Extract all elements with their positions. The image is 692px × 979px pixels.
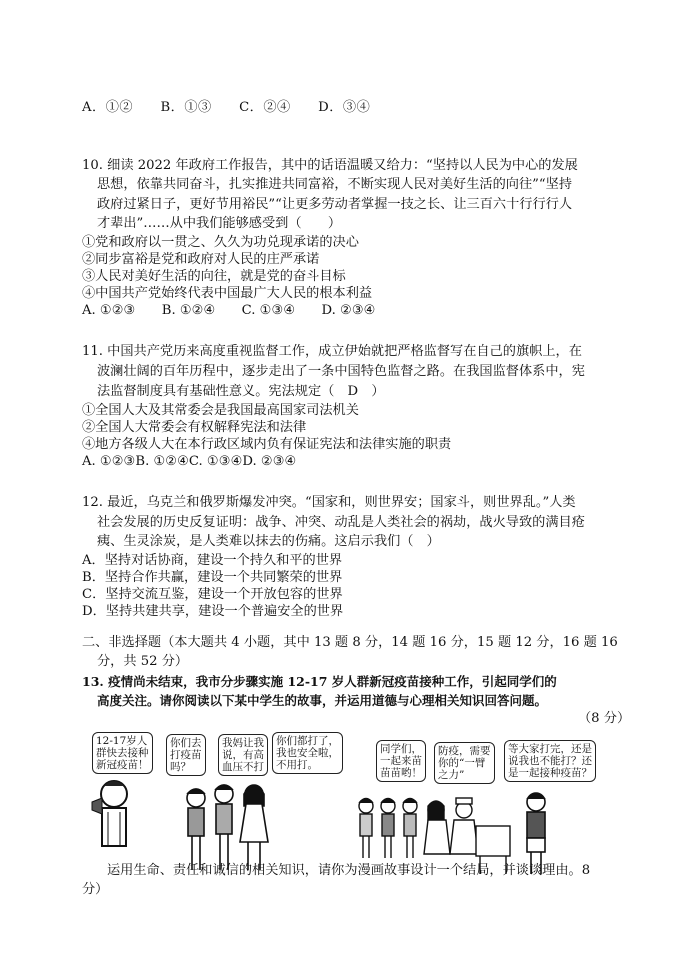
q11-item-2: ②全国人大常委会有权解释宪法和法律 bbox=[82, 420, 307, 435]
bubble-need-your-arm: 防疫，需要 你的“一臂 之力” bbox=[434, 742, 495, 784]
q10-stem-line-2: 思想，依靠共同奋斗，扎实推进共同富裕，不断实现人民对美好生活的向往”“坚持 bbox=[97, 177, 573, 192]
q13-stem-line-2: 高度关注。请你阅读以下某中学生的故事，并运用道德与心理相关知识回答问题。 bbox=[97, 693, 548, 708]
q11-options: A. ①②③B. ①②④C. ①③④D. ②③④ bbox=[82, 454, 297, 469]
q12-option-c: C．坚持交流互鉴，建设一个开放包容的世界 bbox=[82, 587, 343, 602]
q13-task-line-2: 分） bbox=[82, 882, 109, 897]
q9-options: A．①② B．①③ C．②④ D．③④ bbox=[82, 100, 371, 115]
section-2-heading-line-2: 分，共 52 分） bbox=[97, 654, 189, 669]
bubble-nurse-invite: 同学们， 一起来苗 苗苗哟！ bbox=[376, 740, 426, 782]
q10-item-3: ③人民对美好生活的向往，就是党的奋斗目标 bbox=[82, 269, 346, 284]
q13-task-line-1: 运用生命、责任和诚信的相关知识，请你为漫画故事设计一个结局，并谈谈理由。8 bbox=[107, 863, 591, 878]
section-2-heading-line-1: 二、非选择题（本大题共 4 小题，其中 13 题 8 分，14 题 16 分，15 题 12 分，16 题 16 bbox=[82, 635, 618, 650]
q12-stem-line-1: 12. 最近，乌克兰和俄罗斯爆发冲突。“国家和，则世界安；国家斗，则世界乱。”人类 bbox=[82, 495, 576, 510]
q10-stem-line-3: 政府过紧日子，更好节用裕民”“让更多劳动者掌握一技之长、让三百六十行行行人 bbox=[97, 197, 573, 212]
q13-score: （8 分） bbox=[578, 711, 631, 726]
q11-item-1: ①全国人大及其常委会是我国最高国家司法机关 bbox=[82, 403, 359, 418]
bubble-announcement: 12-17岁人 群快去接种 新冠疫苗！ bbox=[92, 732, 153, 774]
q12-stem-line-2: 社会发展的历史反复证明：战争、冲突、动乱是人类社会的祸劫，战火导致的满目疮 bbox=[97, 515, 585, 530]
q12-option-b: B．坚持合作共赢，建设一个共同繁荣的世界 bbox=[82, 570, 343, 585]
bubble-mother-says: 我妈让我 说，有高 血压不打 bbox=[218, 734, 268, 776]
q11-stem-line-3: 法监督制度具有基础性意义。宪法规定（ D ） bbox=[97, 384, 385, 399]
q11-stem-line-2: 波澜壮阔的百年历程中，逐步走出了一条中国特色监督之路。在我国监督体系中，宪 bbox=[97, 364, 585, 379]
comic-strip bbox=[84, 732, 614, 882]
bubble-everyone-vaccinated: 你们都打了， 我也安全啦， 不用打。 bbox=[272, 732, 343, 774]
q12-option-d: D．坚持共建共享，建设一个普遍安全的世界 bbox=[82, 604, 344, 619]
q12-option-a: A．坚持对话协商，建设一个持久和平的世界 bbox=[82, 553, 343, 568]
q10-stem-line-1: 10. 细读 2022 年政府工作报告，其中的话语温暖又给力：“坚持以人民为中心的发展 bbox=[82, 158, 578, 173]
bubble-question: 你们去 打疫苗 吗？ bbox=[166, 734, 206, 776]
q10-item-4: ④中国共产党始终代表中国最广大人民的根本利益 bbox=[82, 286, 373, 301]
q10-stem-line-4: 才辈出”……从中我们能够感受到（ ） bbox=[97, 216, 342, 231]
speaker-figure-icon bbox=[84, 772, 144, 852]
q10-item-1: ①党和政府以一贯之、久久为功兑现承诺的决心 bbox=[82, 235, 359, 250]
q11-stem-line-1: 11. 中国共产党历来高度重视监督工作，成立伊始就把严格监督写在自己的旗帜上，在 bbox=[82, 344, 582, 359]
q10-item-2: ②同步富裕是党和政府对人民的庄严承诺 bbox=[82, 252, 320, 267]
q12-stem-line-3: 痍、生灵涂炭，是人类难以抹去的伤痛。这启示我们（ ） bbox=[97, 534, 440, 549]
q13-stem-line-1: 13. 疫情尚未结束，我市分步骤实施 12-17 岁人群新冠疫苗接种工作，引起同学们的 bbox=[82, 674, 557, 689]
bubble-final-question: 等大家打完，还是 说我也不能打？还 是一起接种疫苗？ bbox=[504, 740, 596, 782]
q10-options: A. ①②③ B. ①②④ C. ①③④ D. ②③④ bbox=[82, 303, 376, 318]
q11-item-4: ④地方各级人大在本行政区域内负有保证宪法和法律实施的职责 bbox=[82, 437, 452, 452]
